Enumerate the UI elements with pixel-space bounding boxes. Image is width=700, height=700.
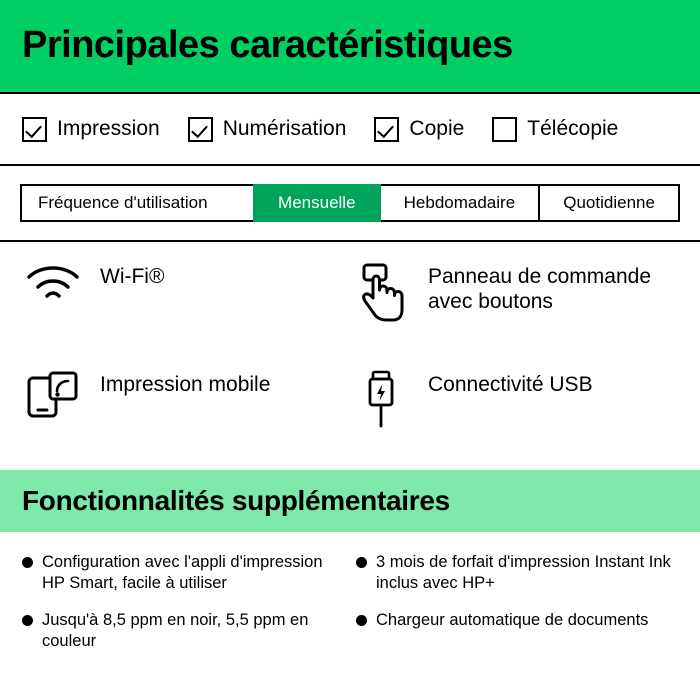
frequency-label: Fréquence d'utilisation (20, 184, 255, 222)
feature-label: Panneau de commande avec boutons (428, 265, 651, 314)
checkbox-label: Télécopie (527, 117, 619, 140)
extra-features-list (0, 532, 700, 700)
usb-connectivity-icon (350, 368, 412, 430)
list-item (22, 610, 346, 652)
bullet-dot-icon (356, 615, 367, 626)
functions-checkbox-row (0, 94, 700, 164)
feature-mobile-printing (22, 368, 350, 420)
checkbox-checked-icon[interactable] (22, 117, 47, 142)
feature-label (100, 260, 164, 289)
checkbox-unchecked-icon[interactable] (492, 117, 517, 142)
list-item (356, 552, 680, 594)
wifi-icon (22, 260, 84, 306)
page-title: Principales caractéristiques (22, 24, 513, 67)
main-header-band (0, 0, 700, 92)
checkbox-label: Copie (409, 117, 465, 140)
feature-wifi (22, 260, 350, 306)
frequency-segmented-control (20, 184, 680, 222)
feature-label-text: Wi-Fi® (100, 265, 165, 288)
frequency-option-mensuelle[interactable]: Mensuelle (253, 184, 381, 222)
frequency-option-quotidienne[interactable]: Quotidienne (538, 184, 680, 222)
frequency-row (0, 166, 700, 240)
checkbox-checked-icon[interactable] (374, 117, 399, 142)
checkbox-label: Impression (57, 117, 160, 140)
mobile-printing-icon (22, 368, 84, 420)
list-item (22, 552, 346, 594)
checkbox-item-copie[interactable] (374, 117, 464, 142)
touch-control-panel-icon (350, 260, 412, 324)
checkbox-item-numerisation[interactable] (188, 117, 347, 142)
feature-label: Connectivité USB (428, 373, 593, 396)
checkbox-item-impression[interactable] (22, 117, 160, 142)
list-item-text: 3 mois de forfait d'impression Instant Ink inclus avec HP+ (376, 553, 671, 593)
extra-features-band (0, 470, 700, 532)
feature-label: Impression mobile (100, 373, 271, 396)
list-item-text: Jusqu'à 8,5 ppm en noir, 5,5 ppm en couleur (42, 611, 309, 651)
frequency-option-hebdomadaire[interactable]: Hebdomadaire (379, 184, 541, 222)
checkbox-checked-icon[interactable] (188, 117, 213, 142)
checkbox-label: Numérisation (222, 117, 347, 140)
features-grid (0, 242, 700, 470)
bullet-dot-icon (356, 557, 367, 568)
list-item-text: Configuration avec l'appli d'impression HP Smart, facile à utiliser (42, 553, 323, 593)
bullet-dot-icon (22, 615, 33, 626)
extra-features-title: Fonctionnalités supplémentaires (22, 485, 450, 516)
list-item (356, 610, 680, 652)
list-item-text: Chargeur automatique de documents (376, 611, 649, 630)
checkbox-item-telecopie[interactable] (492, 117, 618, 142)
feature-control-panel (350, 260, 678, 324)
bullet-dot-icon (22, 557, 33, 568)
feature-usb (350, 368, 678, 430)
